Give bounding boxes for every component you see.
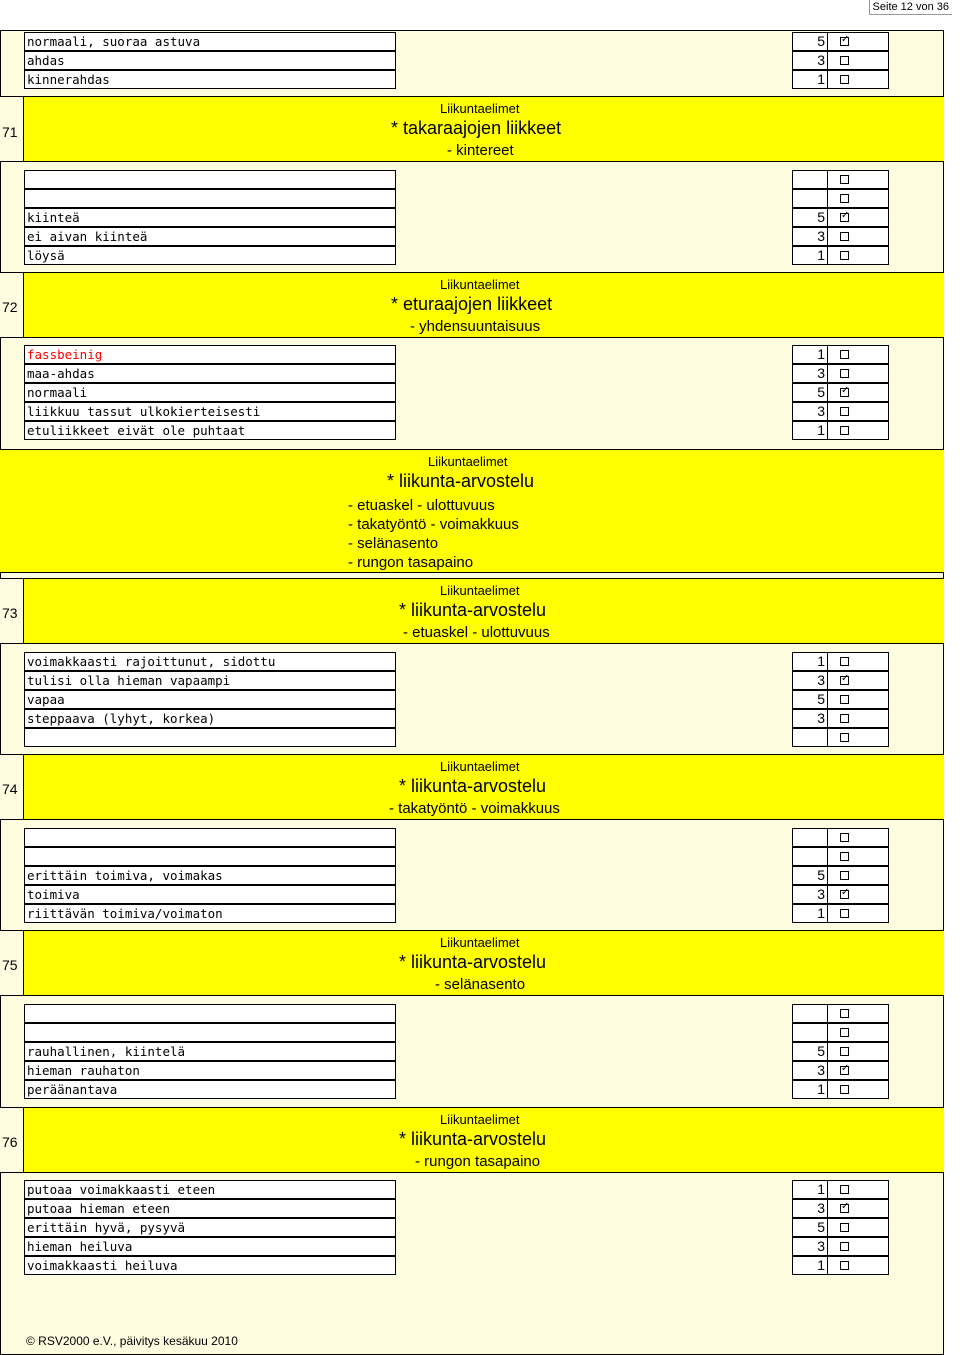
section-subtitle: - kintereet — [447, 142, 514, 159]
option-score: 1 — [792, 70, 828, 89]
section-73-header — [0, 578, 944, 644]
section-title: * liikunta-arvostelu — [387, 471, 535, 491]
option-label — [24, 170, 396, 189]
option-label: putoaa hieman eteen — [24, 1199, 396, 1218]
option-label: erittäin hyvä, pysyvä — [24, 1218, 396, 1237]
option-score: 3 — [792, 364, 828, 383]
option-score: 5 — [792, 1218, 828, 1237]
option-label: putoaa voimakkaasti eteen — [24, 1180, 396, 1199]
option-score: 5 — [792, 32, 828, 51]
checkbox-icon[interactable] — [840, 213, 849, 222]
option-label: hieman heiluva — [24, 1237, 396, 1256]
option-score: 5 — [792, 1042, 828, 1061]
option-label: voimakkaasti rajoittunut, sidottu — [24, 652, 396, 671]
option-score: 3 — [792, 885, 828, 904]
checkbox-icon[interactable] — [840, 1242, 849, 1251]
checkbox-icon[interactable] — [840, 1223, 849, 1232]
option-label: fassbeinig — [24, 345, 396, 364]
section-title: * liikunta-arvostelu — [399, 1129, 547, 1149]
option-score: 5 — [792, 866, 828, 885]
criteria-line: - takatyöntö - voimakkuus — [348, 516, 519, 533]
checkbox-icon[interactable] — [840, 714, 849, 723]
option-label: maa-ahdas — [24, 364, 396, 383]
option-score: 1 — [792, 1080, 828, 1099]
general-gait-header — [0, 449, 944, 573]
option-score: 3 — [792, 671, 828, 690]
criteria-line: - etuaskel - ulottuvuus — [348, 497, 495, 514]
section-76-header — [0, 1107, 944, 1173]
checkbox-icon[interactable] — [840, 890, 849, 899]
section-title: * liikunta-arvostelu — [399, 600, 547, 620]
item-number: 73 — [2, 605, 18, 621]
option-score: 1 — [792, 421, 828, 440]
section-74-header — [0, 754, 944, 820]
option-label: voimakkaasti heiluva — [24, 1256, 396, 1275]
checkbox-icon[interactable] — [840, 56, 849, 65]
option-score — [792, 728, 828, 747]
checkbox-icon[interactable] — [840, 388, 849, 397]
section-category: Liikuntaelimet — [440, 583, 520, 598]
footer-copyright: © RSV2000 e.V., päivitys kesäkuu 2010 — [26, 1334, 238, 1348]
checkbox-icon[interactable] — [840, 75, 849, 84]
checkbox-icon[interactable] — [840, 1047, 849, 1056]
option-label: toimiva — [24, 885, 396, 904]
checkbox-icon[interactable] — [840, 350, 849, 359]
option-label: riittävän toimiva/voimaton — [24, 904, 396, 923]
section-75-header — [0, 930, 944, 996]
checkbox-icon[interactable] — [840, 833, 849, 842]
option-label: tulisi olla hieman vapaampi — [24, 671, 396, 690]
option-label: vapaa — [24, 690, 396, 709]
option-score: 1 — [792, 904, 828, 923]
option-label: kiinteä — [24, 208, 396, 227]
criteria-line: - selänasento — [348, 535, 439, 552]
section-category: Liikuntaelimet — [440, 759, 520, 774]
checkbox-icon[interactable] — [840, 676, 849, 685]
option-score: 3 — [792, 51, 828, 70]
option-label: kinnerahdas — [24, 70, 396, 89]
option-label — [24, 828, 396, 847]
section-title: * takaraajojen liikkeet — [391, 118, 562, 138]
option-score: 1 — [792, 345, 828, 364]
option-score: 5 — [792, 383, 828, 402]
section-title: * eturaajojen liikkeet — [391, 294, 553, 314]
section-subtitle: - takatyöntö - voimakkuus — [389, 800, 560, 817]
section-subtitle: - yhdensuuntaisuus — [410, 318, 541, 335]
option-label — [24, 189, 396, 208]
option-score: 3 — [792, 227, 828, 246]
section-category: Liikuntaelimet — [440, 277, 520, 292]
option-label: rauhallinen, kiintelä — [24, 1042, 396, 1061]
checkbox-icon[interactable] — [840, 871, 849, 880]
option-score: 1 — [792, 246, 828, 265]
checkbox-icon[interactable] — [840, 909, 849, 918]
checkbox-icon[interactable] — [840, 194, 849, 203]
option-score — [792, 1023, 828, 1042]
option-score: 1 — [792, 652, 828, 671]
checkbox-icon[interactable] — [840, 1261, 849, 1270]
section-category: Liikuntaelimet — [440, 1112, 520, 1127]
option-label: peräänantava — [24, 1080, 396, 1099]
option-label: etuliikkeet eivät ole puhtaat — [24, 421, 396, 440]
section-subtitle: - etuaskel - ulottuvuus — [403, 624, 550, 641]
option-label — [24, 1023, 396, 1042]
checkbox-icon[interactable] — [840, 232, 849, 241]
option-label: ei aivan kiinteä — [24, 227, 396, 246]
option-score: 1 — [792, 1180, 828, 1199]
option-score — [792, 847, 828, 866]
option-score — [792, 1004, 828, 1023]
checkbox-icon[interactable] — [840, 695, 849, 704]
option-score: 1 — [792, 1256, 828, 1275]
option-score: 5 — [792, 690, 828, 709]
option-score: 3 — [792, 402, 828, 421]
option-label: erittäin toimiva, voimakas — [24, 866, 396, 885]
option-score: 5 — [792, 208, 828, 227]
checkbox-icon[interactable] — [840, 1066, 849, 1075]
checkbox-icon[interactable] — [840, 733, 849, 742]
option-score — [792, 189, 828, 208]
item-number: 74 — [2, 781, 18, 797]
section-category: Liikuntaelimet — [428, 454, 508, 469]
option-label: liikkuu tassut ulkokierteisesti — [24, 402, 396, 421]
checkbox-icon[interactable] — [840, 1204, 849, 1213]
checkbox-icon[interactable] — [840, 1009, 849, 1018]
page-number: Seite 12 von 36 — [869, 0, 952, 15]
checkbox-icon[interactable] — [840, 251, 849, 260]
option-score: 3 — [792, 1199, 828, 1218]
section-title: * liikunta-arvostelu — [399, 776, 547, 796]
section-subtitle: - rungon tasapaino — [415, 1153, 541, 1170]
section-71-header — [0, 96, 944, 162]
section-category: Liikuntaelimet — [440, 101, 520, 116]
option-score — [792, 170, 828, 189]
checkbox-icon[interactable] — [840, 37, 849, 46]
section-category: Liikuntaelimet — [440, 935, 520, 950]
criteria-line: - rungon tasapaino — [348, 554, 474, 571]
checkbox-icon[interactable] — [840, 407, 849, 416]
item-number: 71 — [2, 124, 18, 140]
checkbox-icon[interactable] — [840, 852, 849, 861]
checkbox-icon[interactable] — [840, 426, 849, 435]
checkbox-icon[interactable] — [840, 657, 849, 666]
option-score: 3 — [792, 1237, 828, 1256]
option-label — [24, 847, 396, 866]
option-label: normaali, suoraa astuva — [24, 32, 396, 51]
option-label — [24, 728, 396, 747]
checkbox-icon[interactable] — [840, 1028, 849, 1037]
option-score: 3 — [792, 1061, 828, 1080]
option-score — [792, 828, 828, 847]
option-label: löysä — [24, 246, 396, 265]
option-label — [24, 1004, 396, 1023]
item-number: 75 — [2, 957, 18, 973]
checkbox-icon[interactable] — [840, 1185, 849, 1194]
checkbox-icon[interactable] — [840, 369, 849, 378]
section-subtitle: - selänasento — [435, 976, 526, 993]
checkbox-icon[interactable] — [840, 175, 849, 184]
item-number: 76 — [2, 1134, 18, 1150]
option-label: steppaava (lyhyt, korkea) — [24, 709, 396, 728]
section-72-header — [0, 272, 944, 338]
option-label: normaali — [24, 383, 396, 402]
checkbox-icon[interactable] — [840, 1085, 849, 1094]
section-title: * liikunta-arvostelu — [399, 952, 547, 972]
option-label: ahdas — [24, 51, 396, 70]
item-number: 72 — [2, 299, 18, 315]
option-score: 3 — [792, 709, 828, 728]
option-label: hieman rauhaton — [24, 1061, 396, 1080]
